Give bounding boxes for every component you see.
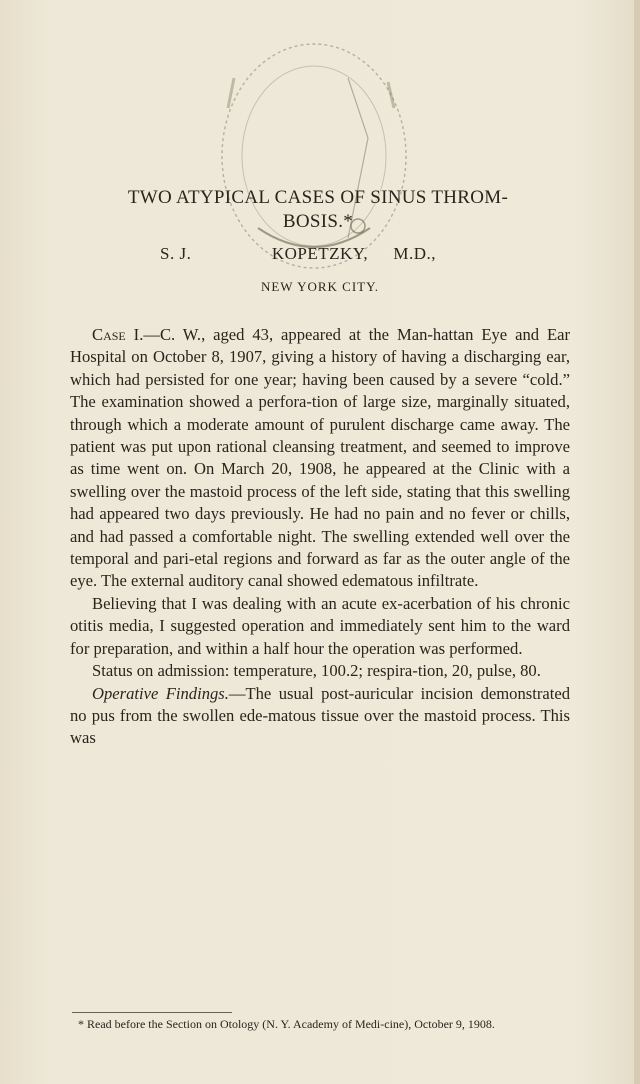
author-line <box>120 243 520 265</box>
section-heading: Operative Findings. <box>92 683 229 703</box>
paragraph-text: —C. W., aged 43, appeared at the Man-hattan Eye and Ear Hospital on October 8, 1907, giving a history of having a discharging ear, which had persisted for one year; having been caused by a severe “cold.” The examination showed a perfora-tion of large size, marginally situated, through which a moderate amount of purulent discharge came away. The patient was put upon rational cleansing treatment, and seemed to improve as time went on. On March 20, 1908, he appeared at the Clinic with a swelling over the mastoid process of the left side, stating that this swelling had appeared two days previously. He had no pain and no fever or chills, and had passed a comfortable night. The swelling extended well over the temporal and pari-etal regions and forward as far as the outer angle of the eye. The external auditory canal showed edematous infiltrate. <box>70 325 570 591</box>
paragraph-text: —The usual post-auricular incision demonstrated no pus from the swollen ede-matous tissue over the mastoid process. This was <box>70 683 570 748</box>
title-line-1: TWO ATYPICAL CASES OF SINUS THROM- <box>127 187 509 208</box>
paragraph <box>70 324 570 593</box>
footnote <box>70 1016 570 1032</box>
author-name: KOPETZKY, <box>271 244 369 263</box>
page-edge <box>634 0 640 1084</box>
paragraph-text: Believing that I was dealing with an acute ex-acerbation of his chronic otitis media, I suggested operation and immediately sent him to the ward for preparation, and within a half hour the operation was performed. <box>70 593 570 658</box>
paragraph-text: Status on admission: temperature, 100.2; respira-tion, 20, pulse, 80. <box>92 661 541 681</box>
paragraph <box>70 660 570 682</box>
author-location: NEW YORK CITY. <box>260 279 380 294</box>
title-line-2: BOSIS.* <box>282 211 354 232</box>
library-stamp-graphic <box>198 18 430 276</box>
footnote-text: * Read before the Section on Otology (N. Y. Academy of Medi-cine), October 9, 1908. <box>78 1017 495 1031</box>
library-stamp <box>198 18 430 276</box>
footnote-divider <box>72 1012 232 1013</box>
paragraph <box>70 683 570 750</box>
article-title <box>58 186 578 234</box>
paragraph <box>70 593 570 660</box>
case-heading: Case I. <box>92 325 144 344</box>
author-degree: M.D., <box>393 244 436 263</box>
article-body <box>70 324 570 750</box>
author-initials: S. J. <box>160 244 192 263</box>
